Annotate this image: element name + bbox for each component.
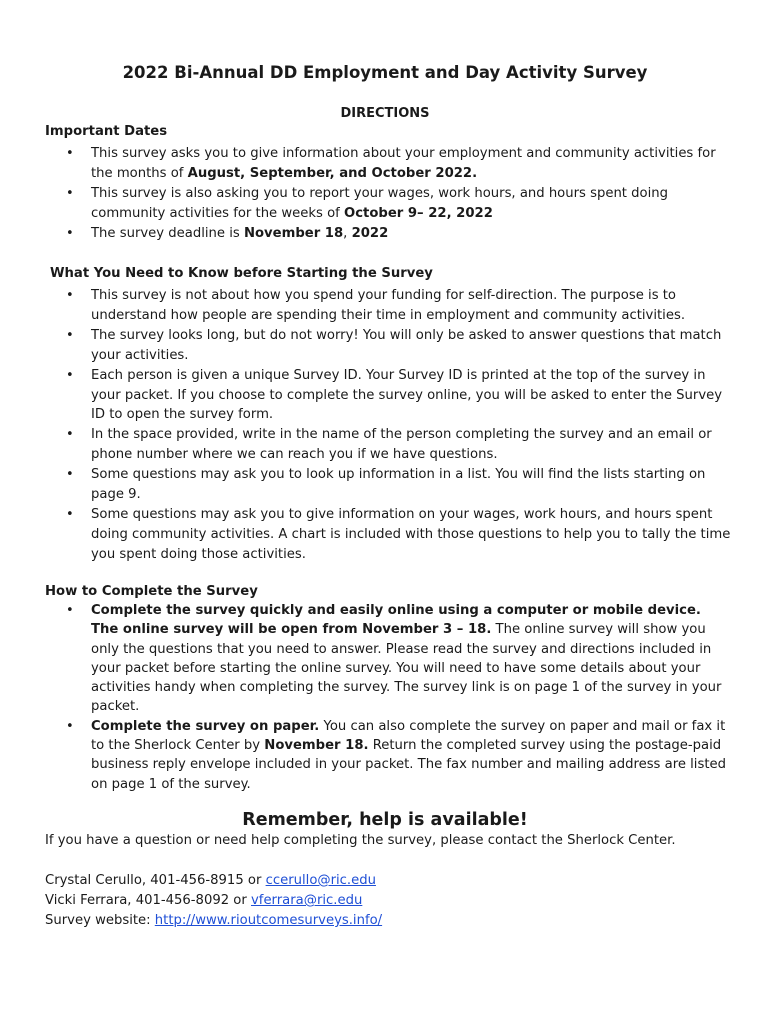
list-item: • The survey looks long, but do not worry! You will only be asked to answer questions that match your activities. [66, 326, 731, 366]
list-item: • This survey asks you to give information about your employment and community activities for the months of August, September, and October 2022. [66, 144, 731, 184]
list-item: • Some questions may ask you to give information on your wages, work hours, and hours spent doing community activities. A chart is included with those questions to help you to tally the time you spent doing those activities. [66, 505, 731, 565]
list-item: • Complete the survey on paper. You can also complete the survey on paper and mail or fax it to the Sherlock Center by November 18. Return the completed survey using the postage-paid business reply envelope included in your packet. The fax number and mailing address are listed on page 1 of the survey. [66, 717, 731, 794]
list-item: • This survey is not about how you spend your funding for self-direction. The purpose is to understand how people are spending their time in employment and community activities. [66, 286, 731, 326]
list-item: • The survey deadline is November 18, 2022 [66, 224, 731, 244]
important-dates-heading: Important Dates [45, 124, 168, 139]
contact-vicki: Vicki Ferrara, 401-456-8092 or vferrara@ric.edu [45, 893, 363, 908]
page-title: 2022 Bi-Annual DD Employment and Day Activity Survey [122, 63, 648, 82]
list-item: • Complete the survey quickly and easily online using a computer or mobile device. The online survey will be open from November 3 – 18. The online survey will show you only the questions that you need to answer. Please read the survey and directions included in your packet before starting the online survey. You will need to have some details about your activities handy when completing the survey. The survey link is on page 1 of the survey in your packet. [66, 601, 731, 717]
list-item: • Some questions may ask you to look up information in a list. You will find the lists starting on page 9. [66, 465, 731, 505]
directions-label: DIRECTIONS [340, 106, 430, 121]
help-available-heading: Remember, help is available! [242, 810, 528, 830]
list-item: • This survey is also asking you to report your wages, work hours, and hours spent doing community activities for the weeks of October 9– 22, 2022 [66, 184, 731, 224]
how-to-complete-heading: How to Complete the Survey [45, 584, 258, 599]
need-to-know-list [66, 286, 731, 565]
help-text: If you have a question or need help completing the survey, please contact the Sherlock Center. [45, 833, 676, 848]
email-link-ccerullo[interactable]: ccerullo@ric.edu [265, 873, 376, 888]
need-to-know-heading: What You Need to Know before Starting the Survey [50, 266, 433, 281]
contact-list [45, 871, 382, 931]
survey-website-link[interactable]: http://www.rioutcomesurveys.info/ [154, 913, 383, 928]
email-link-vferrara[interactable]: vferrara@ric.edu [251, 893, 363, 908]
list-item: • In the space provided, write in the name of the person completing the survey and an email or phone number where we can reach you if we have questions. [66, 425, 731, 465]
how-to-complete-list [66, 601, 731, 794]
important-dates-list [66, 144, 731, 244]
contact-crystal: Crystal Cerullo, 401-456-8915 or ccerullo@ric.edu [45, 873, 376, 888]
list-item: • Each person is given a unique Survey ID. Your Survey ID is printed at the top of the survey in your packet. If you choose to complete the survey online, you will be asked to enter the Survey ID to open the survey form. [66, 366, 731, 426]
survey-website: Survey website: http://www.rioutcomesurveys.info/ [45, 913, 383, 928]
